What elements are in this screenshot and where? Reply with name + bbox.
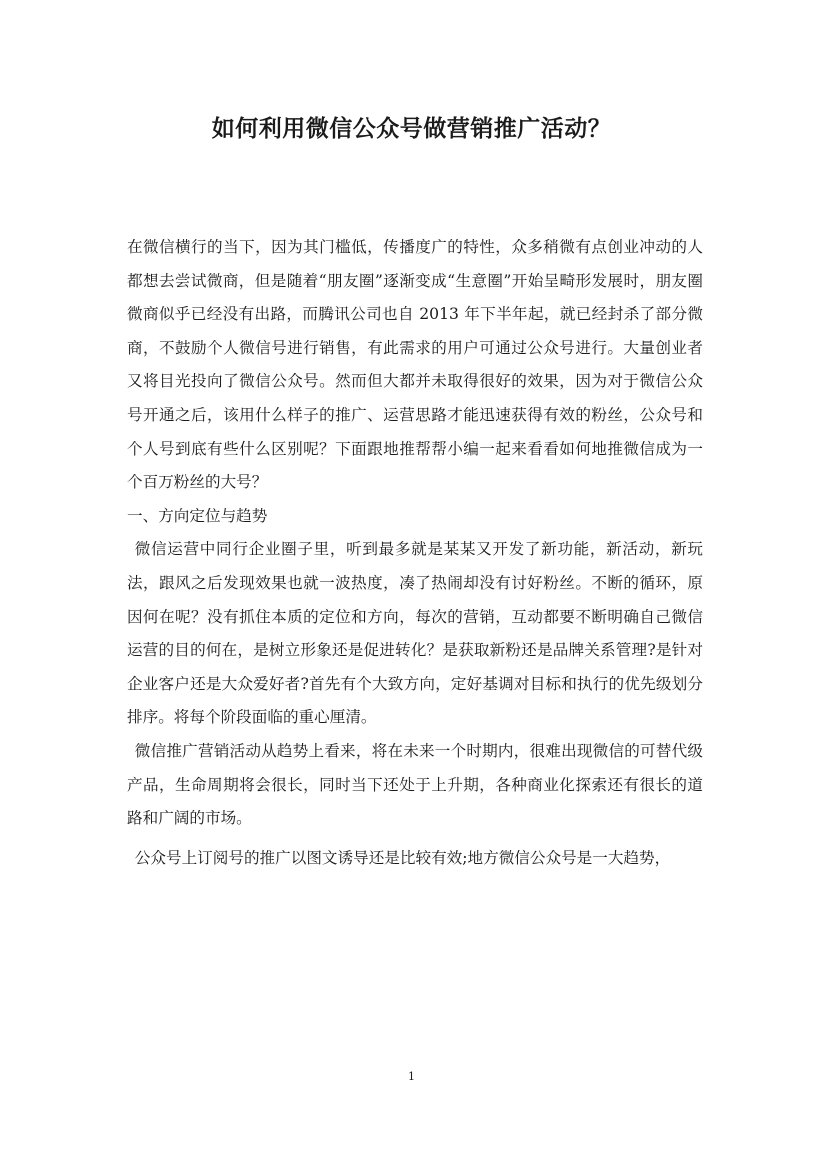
document-title: 如何利用微信公众号做营销推广活动？: [211, 115, 612, 142]
section-heading: 一、方向定位与趋势: [127, 506, 268, 525]
paragraph-trend: 微信推广营销活动从趋势上看来，将在未来一个时期内，很难出现微信的可替代级产品，生命周期将会很长，同时当下还处于上升期，各种商业化探索还有很长的道路和广阔的市场。: [127, 741, 703, 828]
paragraph-subscription: 公众号上订阅号的推广以图文诱导还是比较有效;地方微信公众号是一大趋势，: [134, 848, 671, 867]
paragraph-positioning: 微信运营中同行企业圈子里，听到最多就是某某又开发了新功能，新活动，新玩法，跟风之后发现效果也就一波热度，凑了热闹却没有讨好粉丝。不断的循环，原因何在呢？没有抓住本质的定位和方向，每次的营销，互动都要不断明确自己微信运营的目的何在，是树立形象还是促进转化？是获取新粉还是品牌关系管理?是针对企业客户还是大众爱好者?首先有个大致方向，定好基调对目标和执行的优先级划分排序。将每个阶段面临的重心厘清。: [127, 540, 703, 727]
document-body: [127, 231, 703, 875]
paragraph-intro: 在微信横行的当下，因为其门槛低，传播度广的特性，众多稍微有点创业冲动的人都想去尝试微商，但是随着“朋友圈”逐渐变成“生意圈”开始呈畸形发展时，朋友圈微商似乎已经没有出路，而腾讯公司也自 2013 年下半年起，就已经封杀了部分微商，不鼓励个人微信号进行销售，有此需求的用户可通过公众号进行。大量创业者又将目光投向了微信公众号。然而但大都并未取得很好的效果，因为对于微信公众号开通之后，该用什么样子的推广、运营思路才能迅速获得有效的粉丝，公众号和个人号到底有些什么区别呢？下面跟地推帮帮小编一起来看看如何地推微信成为一个百万粉丝的大号？: [127, 238, 703, 492]
page-number: 1: [408, 1070, 415, 1083]
